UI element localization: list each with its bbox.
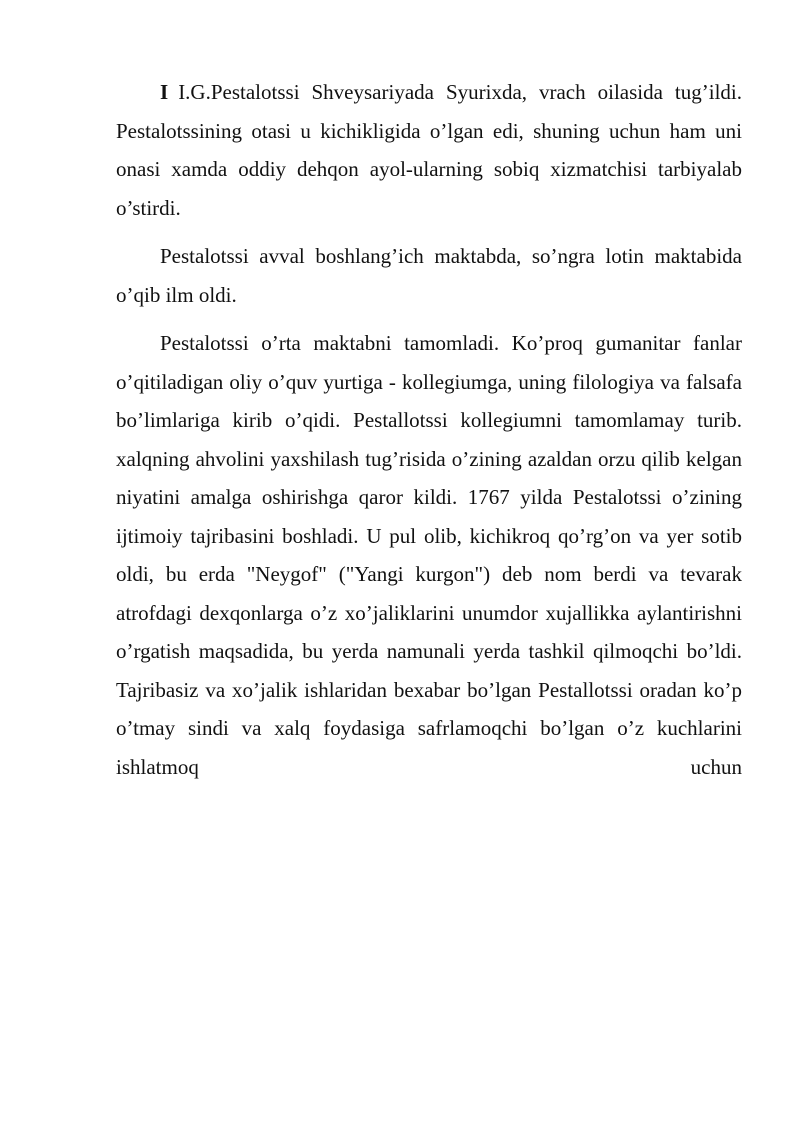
paragraph-2 [116,237,742,314]
paragraph-1-text: I.G.Pestalotssi Shveysariyada Syurixda, vrach oilasida tug’ildi. Pestalotssining otasi u kichikligida o’lgan edi, shuning uchun ham uni onasi xamda oddiy dehqon ayol-ularning sobiq xizmatchisi tarbiyalab o’stirdi. [116,80,742,220]
paragraph-lead-marker: I [160,80,169,104]
paragraph-3 [116,324,742,786]
paragraph-1 [116,73,742,227]
document-body [116,73,742,796]
paragraph-2-text: Pestalotssi avval boshlang’ich maktabda, so’ngra lotin maktabida o’qib ilm oldi. [116,244,742,307]
paragraph-3-text: Pestalotssi o’rta maktabni tamomladi. Ko’proq gumanitar fanlar o’qitiladigan oliy o’quv yurtiga - kollegiumga, uning filologiya va falsafa bo’limlariga kirib o’qidi. Pestallotssi kollegiumni tamomlamay turib. xalqning ahvolini yaxshilash tug’risida o’zining azaldan orzu qilib kelgan niyatini amalga oshirishga qaror kildi. 1767 yilda Pestalotssi o’zining ijtimoiy tajribasini boshladi. U pul olib, kichikroq qo’rg’on va yer sotib oldi, bu erda "Neygof" ("Yangi kurgon") deb nom berdi va tevarak atrofdagi dexqonlarga o’z xo’jaliklarini unumdor xujallikka aylantirishni o’rgatish maqsadida, bu yerda namunali yerda tashkil qilmoqchi bo’ldi. Tajribasiz va xo’jalik ishlaridan bexabar bo’lgan Pestallotssi oradan ko’p o’tmay sindi va xalq foydasiga safrlamoqchi bo’lgan o’z kuchlarini ishlatmoq uchun [116,331,742,779]
